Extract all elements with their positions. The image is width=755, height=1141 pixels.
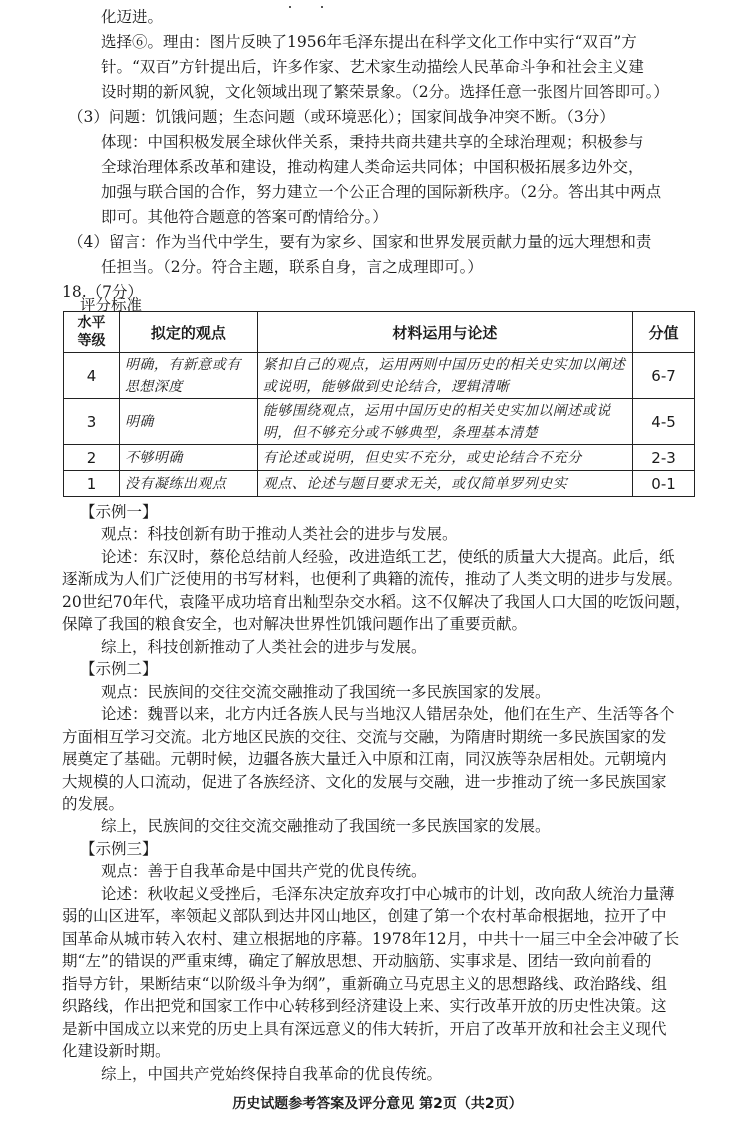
text-line: 国革命从城市转入农村、建立根据地的序幕。1978年12月，中共十一届三中全会冲破了长: [62, 929, 680, 948]
cell-view: 不够明确: [119, 445, 257, 471]
text-line: 观点：善于自我革命是中国共产党的优良传统。: [101, 862, 427, 881]
cell-score: 0-1: [633, 471, 695, 497]
text-line: 加强与联合国的合作，努力建立一个公正合理的国际新秩序。（2分。答出其中两点: [101, 183, 662, 201]
text-line: 观点：民族间的交往交流交融推动了我国统一多民族国家的发展。: [101, 682, 551, 701]
table-header-row: [64, 312, 695, 353]
text-line: 化迈进。: [101, 8, 164, 26]
page-footer: 历史试题参考答案及评分意见 第2页（共2页）: [232, 1096, 523, 1112]
example-heading: 【示例一】: [80, 503, 158, 521]
question-3-line: （3）问题：饥饿问题；生态问题（或环境恶化）；国家间战争冲突不断。（3分）: [68, 108, 615, 126]
text-line: 设时期的新风貌，文化领域出现了繁荣景象。（2分。选择任意一张图片回答即可。）: [101, 83, 669, 101]
cell-view: 没有凝练出观点: [119, 471, 257, 497]
text-line: 方面相互学习交流。北方地区民族的交往、交流与交融，为隋唐时期统一多民族国家的发: [62, 727, 667, 746]
cell-level: 1: [64, 471, 120, 497]
cell-view: 明确: [119, 399, 257, 445]
text-line: 化建设新时期。: [62, 1042, 171, 1061]
cell-level: 3: [64, 399, 120, 445]
text-line: 针。“双百”方针提出后，许多作家、艺术家生动描绘人民革命斗争和社会主义建: [101, 58, 644, 76]
text-line: 综上，科技创新推动了人类社会的进步与发展。: [101, 637, 427, 656]
scoring-table: [63, 311, 695, 497]
table-row: [64, 353, 695, 399]
text-line: 织路线，作出把党和国家工作中心转移到经济建设上来、实行改革开放的历史性决策。这: [62, 997, 667, 1016]
cell-score: 6-7: [633, 353, 695, 399]
text-line: 保障了我国的粮食安全，也对解决世界性饥饿问题作出了重要贡献。: [62, 615, 528, 634]
cell-argument: 有论述或说明，但史实不充分，或史论结合不充分: [257, 445, 632, 471]
header-level: 水平 等级: [64, 312, 120, 353]
table-row: [64, 399, 695, 445]
text-line: 综上，民族间的交往交流交融推动了我国统一多民族国家的发展。: [101, 817, 551, 836]
text-line: 论述：魏晋以来，北方内迁各族人民与当地汉人错居杂处，他们在生产、生活等各个: [101, 705, 675, 724]
text-line: 期“左”的错误的严重束缚，确定了解放思想、开动脑筋、实事求是、团结一致向前看的: [62, 952, 652, 971]
question-18-heading: 18.（7分）: [62, 283, 144, 301]
scan-speck: [289, 6, 291, 8]
text-line: 即可。其他符合题意的答案可酌情给分。）: [101, 208, 388, 226]
text-line: 体现：中国积极发展全球伙伴关系，秉持共商共建共享的全球治理观；积极参与: [101, 133, 644, 151]
cell-argument: 紧扣自己的观点，运用两则中国历史的相关史实加以阐述或说明，能够做到史论结合，逻辑清晰: [257, 353, 632, 399]
text-line: 综上，中国共产党始终保持自我革命的优良传统。: [101, 1064, 443, 1083]
text-line: 是新中国成立以来党的历史上具有深远意义的伟大转折，开启了改革开放和社会主义现代: [62, 1019, 667, 1038]
table-row: [64, 471, 695, 497]
text-line: 观点：科技创新有助于推动人类社会的进步与发展。: [101, 525, 458, 544]
scan-speck: [321, 6, 323, 8]
text-line: 选择⑥。理由：图片反映了1956年毛泽东提出在科学文化工作中实行“双百”方: [101, 33, 637, 51]
text-line: 弱的山区进军，率领起义部队到达井冈山地区，创建了第一个农村革命根据地，拉开了中: [62, 907, 667, 926]
table-row: [64, 445, 695, 471]
text-line: 20世纪70年代，袁隆平成功培育出籼型杂交水稻。这不仅解决了我国人口大国的吃饭问题，: [62, 592, 691, 611]
scoring-standard-label: 评分标准: [80, 296, 143, 314]
header-view: 拟定的观点: [119, 312, 257, 353]
cell-score: 2-3: [633, 445, 695, 471]
cell-argument: 能够围绕观点，运用中国历史的相关史实加以阐述或说明，但不够充分或不够典型，条理基本清楚: [257, 399, 632, 445]
text-line: 的发展。: [62, 795, 125, 813]
example-heading: 【示例二】: [80, 660, 158, 679]
text-line: 逐渐成为人们广泛使用的书写材料，也便利了典籍的流传，推动了人类文明的进步与发展。: [62, 570, 683, 589]
text-line: 展奠定了基础。元朝时候，边疆各族大量迁入中原和江南，同汉族等杂居相处。元朝境内: [62, 750, 667, 769]
cell-level: 2: [64, 445, 120, 471]
text-line: 指导方针，果断结束“以阶级斗争为纲”，重新确立马克思主义的思想路线、政治路线、组: [62, 974, 667, 993]
example-heading: 【示例三】: [80, 839, 158, 858]
text-line: 论述：秋收起义受挫后，毛泽东决定放弃攻打中心城市的计划，改向敌人统治力量薄: [101, 884, 675, 903]
cell-argument: 观点、论述与题目要求无关，或仅简单罗列史实: [257, 471, 632, 497]
cell-score: 4-5: [633, 399, 695, 445]
header-argument: 材料运用与论述: [257, 312, 632, 353]
text-line: 大规模的人口流动，促进了各族经济、文化的发展与交融，进一步推动了统一多民族国家: [62, 772, 667, 791]
header-score: 分值: [633, 312, 695, 353]
cell-level: 4: [64, 353, 120, 399]
question-4-line: （4）留言：作为当代中学生，要有为家乡、国家和世界发展贡献力量的远大理想和责: [68, 233, 652, 251]
cell-view: 明确，有新意或有思想深度: [119, 353, 257, 399]
text-line: 全球治理体系改革和建设，推动构建人类命运共同体；中国积极拓展多边外交，: [101, 158, 644, 176]
text-line: 论述：东汉时，蔡伦总结前人经验，改进造纸工艺，使纸的质量大大提高。此后，纸: [101, 547, 675, 566]
text-line: 任担当。（2分。符合主题，联系自身，言之成理即可。）: [101, 258, 483, 276]
